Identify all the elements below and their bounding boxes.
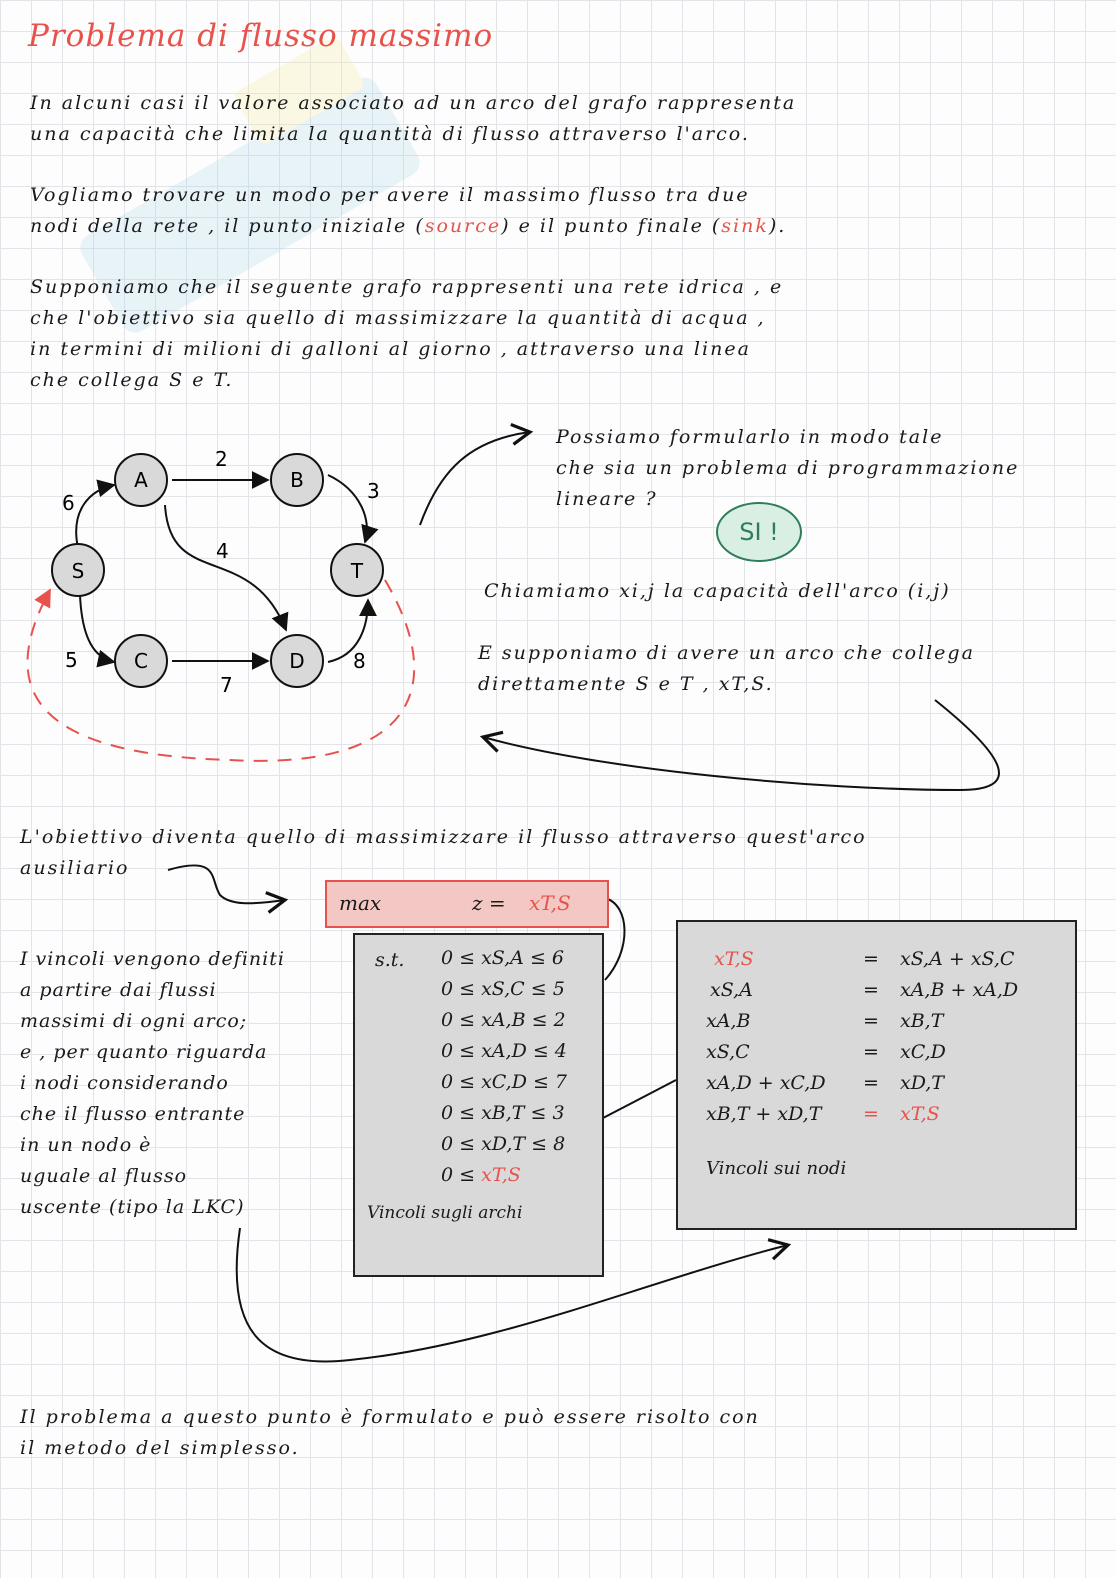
page-title: Problema di flusso massimo (28, 18, 494, 54)
subject-to-label: s.t. (375, 949, 405, 971)
source-term: source (424, 215, 502, 237)
constraints-line: i nodi considerando (20, 1072, 229, 1094)
node-constraint-eq: = (863, 1072, 879, 1094)
objective-description (20, 822, 867, 884)
node-a (115, 454, 167, 506)
node-label: T (350, 559, 364, 583)
line-to-node-box (603, 1080, 676, 1118)
intro-line: Supponiamo che il seguente grafo rappresenti una rete idrica , e (30, 276, 784, 298)
node-constraint-eq: = (863, 1103, 879, 1125)
flow-graph (10, 430, 430, 780)
constraints-line: a partire dai flussi (20, 979, 217, 1001)
question-line: Possiamo formularlo in modo tale (556, 426, 944, 448)
constraint-variable: xT,S (481, 1164, 521, 1186)
constraint-text: 0 ≤ (441, 1164, 476, 1186)
node-s (52, 544, 104, 596)
node-constraint-lhs: xT,S (714, 948, 754, 970)
intro-text: nodi della rete , il punto iniziale ( (30, 215, 425, 237)
edge-b-t (328, 475, 367, 542)
capacity-b-t: 3 (367, 479, 380, 503)
constraints-line: uscente (tipo la LKC) (20, 1196, 245, 1218)
node-d (271, 635, 323, 687)
answer-badge: SI ! (716, 502, 802, 562)
intro-line (30, 211, 786, 242)
capacity-a-d: 4 (216, 539, 229, 563)
edge-s-c (80, 595, 114, 662)
node-c (115, 635, 167, 687)
constraints-line: uguale al flusso (20, 1165, 188, 1187)
node-constraints-box (676, 920, 1077, 1230)
objective-function-box (325, 880, 609, 928)
node-constraint-lhs: xA,D + xC,D (706, 1072, 826, 1094)
node-constraint-lhs: xA,B (706, 1010, 751, 1032)
node-constraint-lhs: xS,A (710, 979, 753, 1001)
question-block (556, 422, 1019, 515)
arrow-to-question (420, 432, 530, 525)
intro-line: in termini di milioni di galloni al giorno , attraverso una linea (30, 338, 751, 360)
node-constraint-eq: = (863, 1010, 879, 1032)
constraints-line: che il flusso entrante (20, 1103, 246, 1125)
intro-line: che l'obiettivo sia quello di massimizzare la quantità di acqua , (30, 307, 766, 329)
definition-line: E supponiamo di avere un arco che collega (478, 642, 975, 664)
objective-variable: xT,S (529, 891, 571, 915)
constraints-line: I vincoli vengono definiti (20, 948, 285, 970)
arc-constraint-row: 0 ≤ xC,D ≤ 7 (441, 1071, 568, 1093)
arc-constraint-row: 0 ≤ xB,T ≤ 3 (441, 1102, 565, 1124)
objective-expression: z = (472, 891, 506, 915)
capacity-c-d: 7 (220, 673, 233, 697)
arc-constraint-row: 0 ≤ xS,A ≤ 6 (441, 947, 564, 969)
node-constraint-eq: = (863, 1041, 879, 1063)
capacity-s-a: 6 (62, 491, 75, 515)
objective-label: max (339, 891, 382, 915)
capacity-s-c: 5 (65, 648, 78, 672)
node-constraint-lhs: xB,T + xD,T (706, 1103, 822, 1125)
arc-constraint-row: 0 ≤ xA,D ≤ 4 (441, 1040, 567, 1062)
definition-line: direttamente S e T , xT,S. (478, 673, 774, 695)
arrow-back-to-graph (483, 700, 999, 790)
capacity-a-b: 2 (215, 447, 228, 471)
intro-paragraph-1 (30, 88, 796, 150)
arc-constraints-caption: Vincoli sugli archi (367, 1203, 523, 1223)
intro-line: In alcuni casi il valore associato ad un arco del grafo rappresenta (30, 92, 797, 114)
sink-term: sink (721, 215, 769, 237)
constraints-description (20, 944, 285, 1223)
node-label: C (134, 649, 148, 673)
node-b (271, 454, 323, 506)
arc-constraint-row: 0 ≤ xS,C ≤ 5 (441, 978, 565, 1000)
node-t (331, 544, 383, 596)
node-constraint-eq: = (863, 948, 879, 970)
arc-constraints-box (353, 933, 604, 1277)
node-label: S (71, 559, 85, 583)
edge-a-d (165, 505, 286, 630)
objective-line: L'obiettivo diventa quello di massimizzare il flusso attraverso quest'arco (20, 826, 867, 848)
intro-paragraph-3 (30, 272, 783, 396)
arc-constraint-row: 0 ≤ xD,T ≤ 8 (441, 1133, 566, 1155)
constraints-line: e , per quanto riguarda (20, 1041, 268, 1063)
node-constraint-rhs: xA,B + xA,D (900, 979, 1019, 1001)
intro-line: una capacità che limita la quantità di flusso attraverso l'arco. (30, 123, 750, 145)
node-label: A (134, 468, 148, 492)
node-constraint-rhs: xB,T (900, 1010, 944, 1032)
definition-line-1: Chiamiamo xi,j la capacità dell'arco (i,j) (484, 580, 951, 602)
conclusion-line: il metodo del simplesso. (20, 1437, 300, 1459)
node-label: B (290, 468, 304, 492)
arc-constraint-row (441, 1164, 521, 1186)
conclusion-line: Il problema a questo punto è formulato e può essere risolto con (20, 1406, 760, 1428)
intro-text: ). (768, 215, 787, 237)
intro-line: che collega S e T. (30, 369, 234, 391)
arc-constraint-row: 0 ≤ xA,B ≤ 2 (441, 1009, 566, 1031)
node-constraints-caption: Vincoli sui nodi (706, 1158, 847, 1179)
constraints-line: in un nodo è (20, 1134, 152, 1156)
objective-line: ausiliario (20, 857, 130, 879)
edge-s-a (76, 485, 114, 548)
intro-line: Vogliamo trovare un modo per avere il massimo flusso tra due (30, 184, 750, 206)
node-constraint-rhs: xT,S (900, 1103, 940, 1125)
question-line: lineare ? (556, 488, 658, 510)
node-constraint-eq: = (863, 979, 879, 1001)
node-constraint-rhs: xS,A + xS,C (900, 948, 1015, 970)
conclusion (20, 1402, 760, 1464)
constraints-line: massimi di ogni arco; (20, 1010, 248, 1032)
node-label: D (289, 649, 305, 673)
intro-text: ) e il punto finale ( (501, 215, 722, 237)
intro-paragraph-2 (30, 180, 786, 242)
node-constraint-rhs: xC,D (900, 1041, 946, 1063)
node-constraint-rhs: xD,T (900, 1072, 944, 1094)
capacity-d-t: 8 (353, 649, 366, 673)
definitions-block (478, 638, 975, 700)
question-line: che sia un problema di programmazione (556, 457, 1020, 479)
node-constraint-lhs: xS,C (706, 1041, 750, 1063)
